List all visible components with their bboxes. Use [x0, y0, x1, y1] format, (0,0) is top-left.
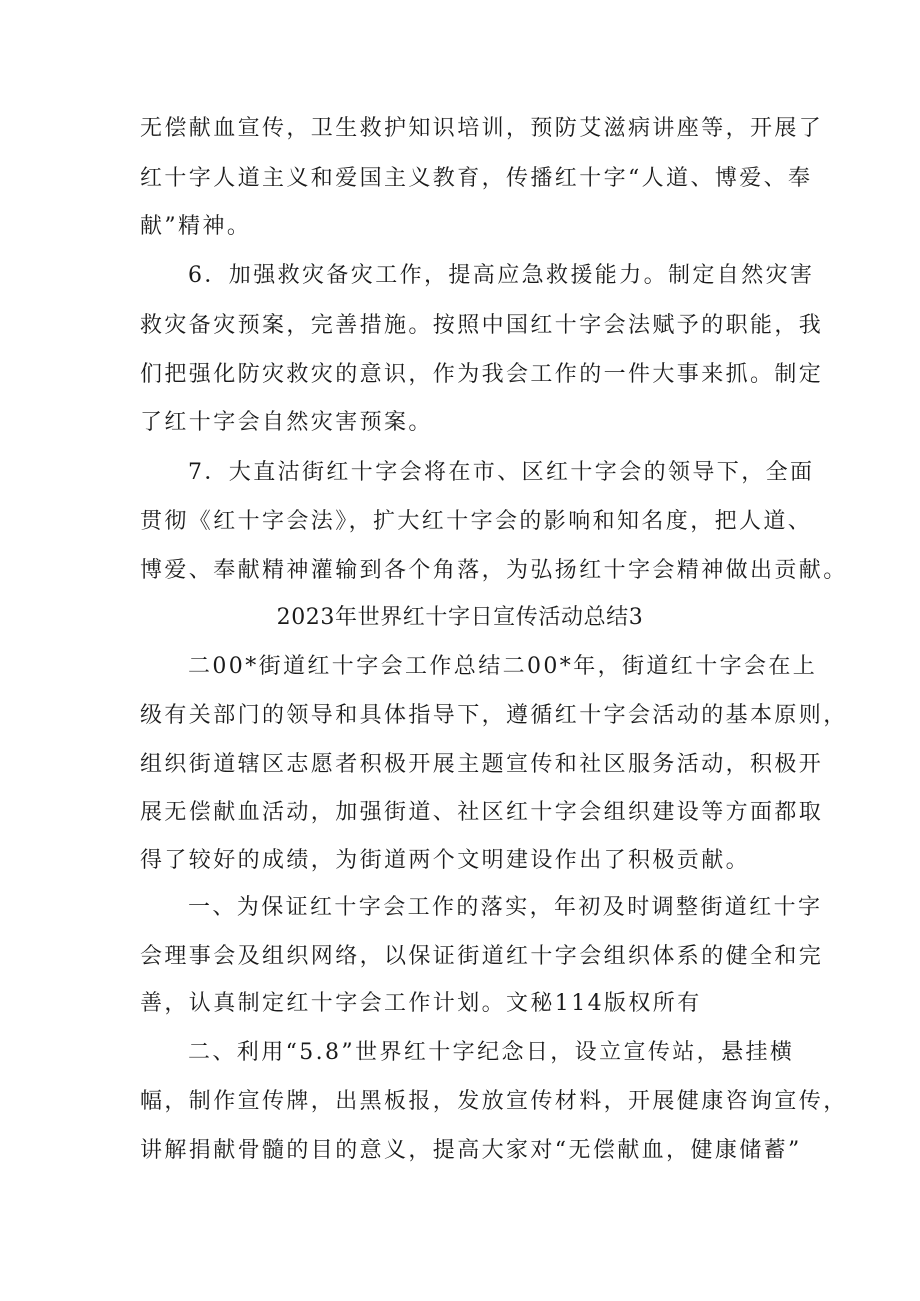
paragraph-line: 红十字人道主义和爱国主义教育，传播红十字“人道、博爱、奉: [140, 166, 813, 191]
section-title: 2023年世界红十字日宣传活动总结3: [276, 605, 644, 630]
paragraph-line: 贯彻《红十字会法》，扩大红十字会的影响和知名度，把人道、: [140, 509, 813, 534]
paragraph-line: 组织街道辖区志愿者积极开展主题宣传和社区服务活动，积极开: [140, 752, 824, 777]
paragraph-line: 二00*街道红十字会工作总结二00*年，街道红十字会在上: [188, 654, 818, 679]
paragraph-line: 献”精神。: [140, 214, 252, 239]
paragraph-line: 展无偿献血活动，加强街道、社区红十字会组织建设等方面都取: [140, 800, 824, 825]
paragraph-line: 善，认真制定红十字会工作计划。文秘114版权所有: [140, 991, 702, 1016]
paragraph-line: 会理事会及组织网络，以保证街道红十字会组织体系的健全和完: [140, 944, 824, 969]
paragraph-line: 一、为保证红十字会工作的落实，年初及时调整街道红十字: [188, 895, 823, 920]
paragraph-line: 们把强化防灾救灾的意识，作为我会工作的一件大事来抓。制定: [140, 362, 824, 387]
paragraph-line: 7．大直沽街红十字会将在市、区红十字会的领导下，全面: [188, 460, 815, 485]
paragraph-line: 博爱、奉献精神灌输到各个角落，为弘扬红十字会精神做出贡献。: [140, 558, 848, 583]
paragraph-line: 得了较好的成绩，为街道两个文明建设作出了积极贡献。: [140, 848, 751, 873]
paragraph-line: 二、利用“5.8”世界红十字纪念日，设立宣传站，悬挂横: [188, 1040, 795, 1065]
paragraph-line: 无偿献血宣传，卫生救护知识培训，预防艾滋病讲座等，开展了: [140, 116, 824, 141]
paragraph-line: 级有关部门的领导和具体指导下，遵循红十字会活动的基本原则，: [140, 703, 848, 728]
paragraph-line: 救灾备灾预案，完善措施。按照中国红十字会法赋予的职能，我: [140, 313, 824, 338]
paragraph-line: 了红十字会自然灾害预案。: [140, 410, 433, 435]
paragraph-line: 讲解捐献骨髓的目的意义，提高大家对“无偿献血，健康储蓄”: [140, 1138, 802, 1163]
paragraph-line: 6．加强救灾备灾工作，提高应急救援能力。制定自然灾害: [188, 263, 815, 288]
paragraph-line: 幅，制作宣传牌，出黑板报，发放宣传材料，开展健康咨询宣传，: [140, 1089, 848, 1114]
